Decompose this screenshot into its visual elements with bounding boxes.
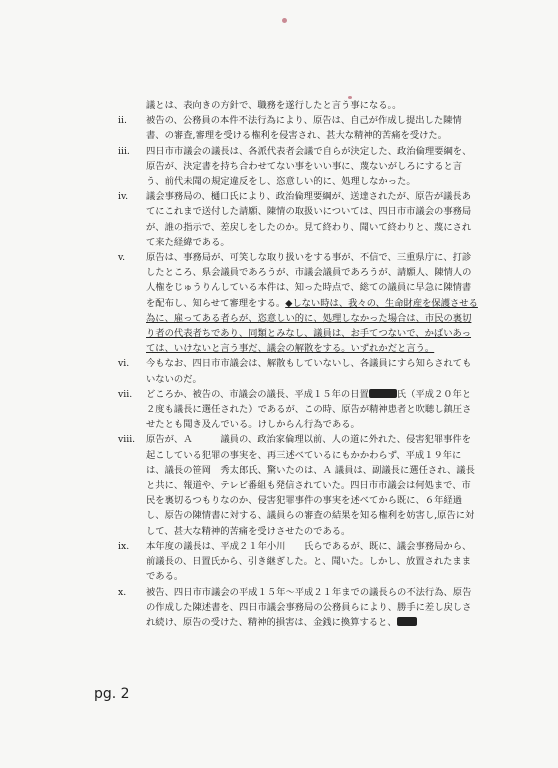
item-text: 今もなお、四日市市議会は、解散もしていないし、各議員にすら知らされてもいないのだ。 [146, 358, 472, 385]
list-item [118, 144, 478, 190]
item-text: 被告の、公務員の本件不法行為により、原告は、自己が作成し提出した陳情書、の審査,審理を受ける権利を侵害され、甚大な精神的苦痛を受けた。 [146, 115, 462, 142]
list-item [118, 250, 478, 356]
list-item [118, 387, 478, 433]
item-number: vii. [118, 388, 133, 400]
item-text-block [146, 585, 478, 631]
item-text: 氏（平成２０年と２度も議長に選任された）であるが、この時、原告が精神患者と吹聴し鎮圧させたとも聞き及んでいる。けしからん行為である。 [146, 388, 472, 431]
item-number: x. [118, 586, 127, 598]
item-text: 四日市市議会の議長は、各派代表者会議で自らが決定した、政治倫理要綱を、原告が、決定書を持ち合わせてない事をいい事に、蔑ないがしろにすると言う、前代未聞の規定違反をし、恣意しい的に、処理しなかった。 [146, 145, 472, 188]
item-text-block [146, 387, 478, 433]
item-text: 被告、四日市市議会の平成１５年～平成２１年までの議長らの不法行為、原告の作成した陳述書を、四日市議会事務局の公務員らにより、勝手に差し戻しされ続け、原告の受けた、精神的損害は、金銭に換算すると、 [146, 586, 472, 628]
item-text: 本年度の議長は、平成２１年小川 氏らであるが、既に、議会事務局から、前議長の、日置氏から、引き継ぎした。と、聞いた。しかし、放置されたままである。 [146, 540, 472, 583]
item-number: iv. [118, 191, 129, 203]
list-item [118, 585, 478, 631]
item-text-block [146, 250, 478, 356]
redaction-mark [369, 389, 397, 398]
list-item [118, 113, 478, 143]
list-item [118, 432, 478, 538]
ink-speck [282, 18, 287, 23]
list-item [118, 539, 478, 585]
item-number: ii. [118, 115, 127, 127]
item-number: viii. [118, 434, 136, 446]
underlined-text: ◆しない時は、我々の、生命財産を保護させる為に、雇ってある者らが、恣意しい的に、処理しなかった場合は、市民の裏切り者の代表者ちであり、同類とみなし、議員は、お手てつないで、かばいあっては、いけないと言う事だ、議会の解散をする。いずれかだと言う。 [146, 297, 478, 355]
list-item [118, 189, 478, 250]
item-text: 議会事務局の、樋口氏により、政治倫理要綱が、送達されたが、原告が議長あてにこれまで送付した請願、陳情の取扱いについては、四日市市議会の事務局が、誰の指示で、差戻しをしたのか。見て終わり、聞いて終わりと、蔑にされて来た経緯である。 [146, 191, 472, 248]
item-number: v. [118, 252, 126, 264]
page-number: pg. 2 [94, 686, 130, 702]
item-number: iii. [118, 145, 130, 157]
item-text: 原告は、事務局が、可笑しな取り扱いをする事が、不信で、三重県庁に、打診したところ、県会議員であろうが、市議会議員であろうが、請願人、陳情人の人権をじゅうりんしている本件は、知った時点で、総ての議員に早急に陳情書を配布し、知らせて審理をする。 [146, 252, 472, 309]
item-text: 原告が、Ａ 議員の、政治家倫理以前、人の道に外れた、侵害犯罪事件を起こしている犯罪の事実を、再三述べているにもかかわらず、平成１９年には、議長の笹岡 秀太郎氏、驚いたのは、Ａ 議員は、副議長に選任され、議長と共に、報道や、テレビ番組も発信されていた。四日市市議会は何処まで、市民を裏切るつもりなのか、侵害犯罪事件の事実を述べてから既に、６年経過し、原告の陳情書に対する、議員らの審査の結果を知る権利を妨害し,原告に対して、甚大な精神的苦痛を受けさせたのである。 [146, 434, 475, 537]
document-body [118, 98, 478, 630]
item-number: ix. [118, 540, 130, 552]
item-text: どころか、被告の、市議会の議長、平成１５年の日置 [146, 388, 369, 400]
redaction-mark [397, 617, 417, 626]
item-number: vi. [118, 358, 130, 370]
intro-line: 議とは、表向きの方針で、職務を遂行したと言う事になる。。 [146, 100, 402, 111]
list-item [118, 356, 478, 386]
